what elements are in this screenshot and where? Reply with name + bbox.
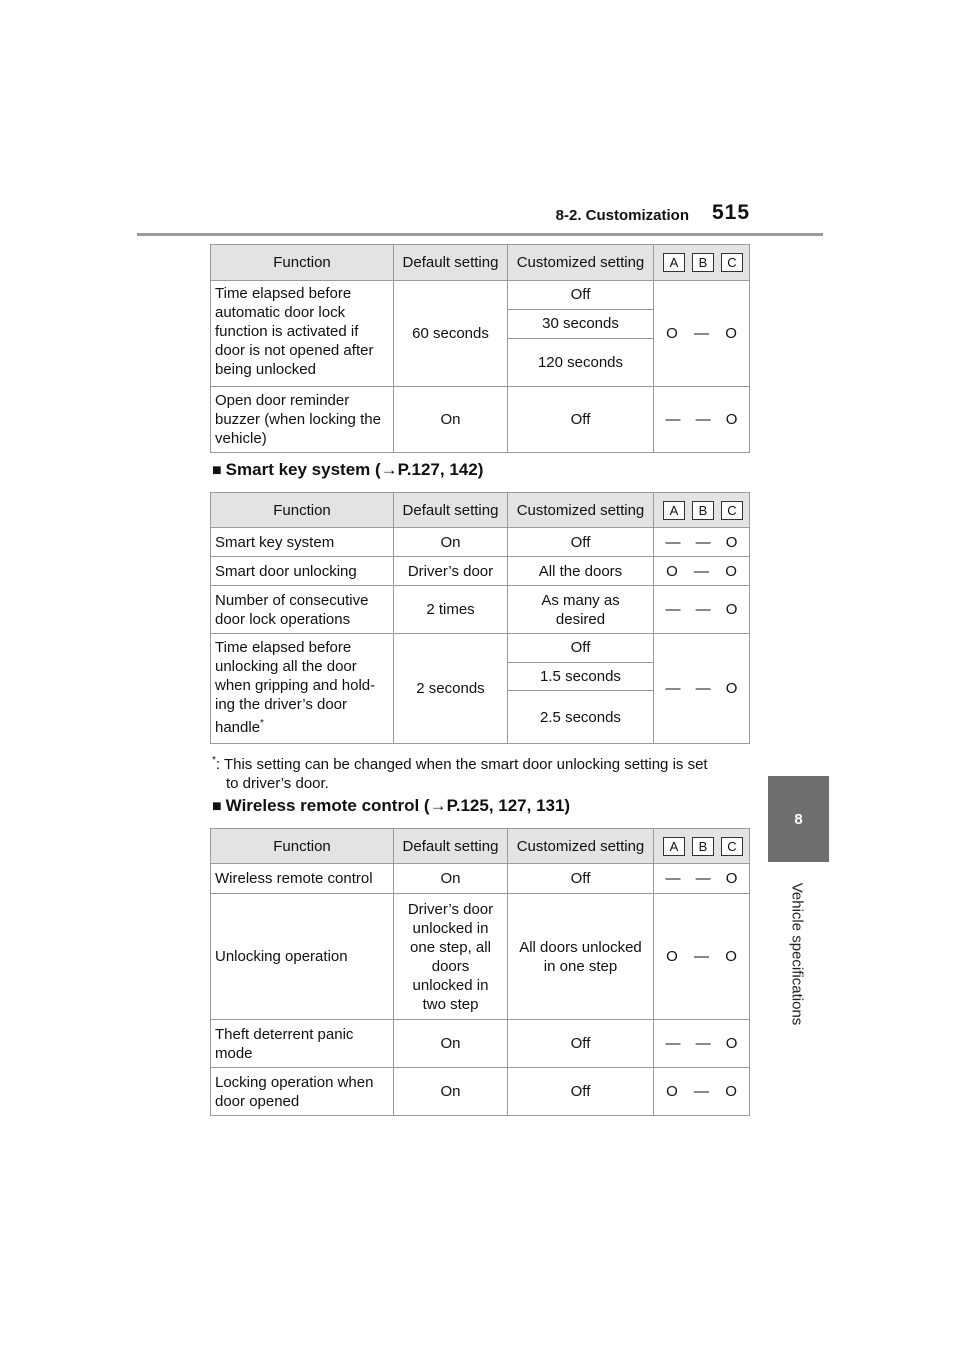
header-function: Function	[211, 493, 394, 528]
label-a: A	[663, 501, 685, 520]
value-a: —	[665, 680, 681, 697]
label-c: C	[721, 501, 743, 520]
chapter-label	[787, 872, 807, 1035]
header-rule	[137, 233, 823, 236]
table-header-row	[211, 245, 750, 281]
abc-cell	[654, 1020, 750, 1068]
option-cell: 2.5 seconds	[508, 691, 654, 744]
abc-cell	[654, 586, 750, 634]
custom-cell: Off	[508, 864, 654, 894]
abc-cell	[654, 634, 750, 744]
arrow-icon: →	[380, 460, 398, 479]
function-cell: Number of consecutive door lock operations	[211, 586, 394, 634]
footnote-mark: *	[212, 755, 216, 766]
custom-cell: As many as desired	[508, 586, 654, 634]
abc-cell	[654, 1068, 750, 1116]
abc-cell	[654, 387, 750, 453]
heading-text: Smart key system (	[225, 460, 381, 479]
function-cell	[211, 634, 394, 744]
value-c: O	[725, 601, 738, 618]
heading-text: Wireless remote control (	[225, 796, 430, 815]
value-a: O	[666, 325, 678, 342]
page-reference-link[interactable]: P.127, 142)	[397, 460, 484, 479]
footnote-line1: : This setting can be changed when the smart door unlocking setting is set	[215, 756, 708, 773]
value-b: —	[695, 870, 711, 887]
chapter-tab	[768, 776, 829, 862]
abc-cell	[654, 864, 750, 894]
value-b: —	[695, 533, 711, 551]
function-cell: Smart door unlocking	[211, 557, 394, 586]
value-a: —	[665, 870, 681, 887]
option-cell: Off	[508, 281, 654, 310]
default-cell: 2 seconds	[394, 634, 508, 744]
footnote	[212, 751, 752, 793]
value-c: O	[725, 1035, 738, 1052]
table-row	[211, 634, 750, 663]
header-abc	[654, 829, 750, 864]
header-custom: Customized setting	[508, 493, 654, 528]
header-custom: Customized setting	[508, 245, 654, 281]
default-cell: 60 seconds	[394, 281, 508, 387]
page-number: 515	[712, 201, 751, 224]
value-c: O	[725, 562, 737, 580]
default-cell: On	[394, 1068, 508, 1116]
custom-cell: Off	[508, 387, 654, 453]
label-b: B	[692, 501, 714, 520]
label-a: A	[663, 253, 685, 272]
function-cell: Theft deterrent panic mode	[211, 1020, 394, 1068]
abc-cell	[654, 557, 750, 586]
value-b: —	[695, 1035, 711, 1052]
table-row	[211, 528, 750, 557]
value-c: O	[725, 533, 738, 551]
default-cell: Driver’s door unlocked in one step, all doors unlocked in two step	[394, 894, 508, 1020]
chapter-number: 8	[794, 810, 803, 828]
footnote-line2: to driver’s door.	[226, 775, 329, 792]
door-lock-settings-table	[210, 244, 750, 453]
value-b: —	[694, 948, 709, 965]
label-b: B	[692, 837, 714, 856]
value-b: —	[694, 1083, 709, 1100]
custom-cell: All doors unlocked in one step	[508, 894, 654, 1020]
value-a: —	[665, 533, 681, 551]
header-default: Default setting	[394, 829, 508, 864]
arrow-icon: →	[429, 796, 447, 815]
value-c: O	[725, 325, 737, 342]
header-default: Default setting	[394, 245, 508, 281]
value-b: —	[695, 680, 711, 697]
value-c: O	[725, 1083, 737, 1100]
square-bullet-icon: ■	[212, 462, 222, 479]
default-cell: On	[394, 528, 508, 557]
footnote-mark: *	[260, 718, 264, 729]
section-title: 8-2. Customization	[555, 207, 689, 224]
value-b: —	[695, 601, 711, 618]
table-row	[211, 557, 750, 586]
page-reference-link[interactable]: P.125, 127, 131)	[446, 796, 571, 815]
value-b: —	[694, 325, 709, 342]
option-cell: 30 seconds	[508, 309, 654, 338]
table-row	[211, 586, 750, 634]
table-row	[211, 894, 750, 1020]
function-cell: Smart key system	[211, 528, 394, 557]
function-cell: Unlocking operation	[211, 894, 394, 1020]
value-b: —	[694, 562, 709, 580]
value-a: —	[665, 601, 681, 618]
smart-key-heading	[212, 460, 483, 480]
table-row	[211, 281, 750, 310]
header-function: Function	[211, 245, 394, 281]
square-bullet-icon: ■	[212, 798, 222, 815]
default-cell: On	[394, 1020, 508, 1068]
header-abc	[654, 493, 750, 528]
value-a: —	[665, 411, 681, 428]
header-default: Default setting	[394, 493, 508, 528]
value-a: O	[666, 948, 678, 965]
header-abc	[654, 245, 750, 281]
option-cell: 1.5 seconds	[508, 662, 654, 691]
default-cell: On	[394, 864, 508, 894]
label-b: B	[692, 253, 714, 272]
custom-cell: Off	[508, 1068, 654, 1116]
value-c: O	[725, 411, 738, 428]
value-c: O	[725, 948, 737, 965]
label-a: A	[663, 837, 685, 856]
smart-key-settings-table	[210, 492, 750, 744]
function-text: Time elapsed before unlocking all the door when gripping and hold-ing the driver’s door handle	[215, 639, 376, 736]
wireless-remote-heading	[212, 796, 570, 816]
function-cell: Wireless remote control	[211, 864, 394, 894]
function-cell: Locking operation when door opened	[211, 1068, 394, 1116]
header-custom: Customized setting	[508, 829, 654, 864]
value-a: O	[666, 1083, 678, 1100]
default-cell: On	[394, 387, 508, 453]
table-header-row	[211, 493, 750, 528]
chapter-label-text: Vehicle specifications	[788, 882, 806, 1025]
function-cell: Open door reminder buzzer (when locking the vehicle)	[211, 387, 394, 453]
wireless-remote-settings-table	[210, 828, 750, 1116]
abc-cell	[654, 894, 750, 1020]
abc-cell	[654, 528, 750, 557]
value-b: —	[695, 411, 711, 428]
value-c: O	[725, 870, 738, 887]
table-row	[211, 387, 750, 453]
value-a: —	[665, 1035, 681, 1052]
option-cell: 120 seconds	[508, 338, 654, 386]
table-row	[211, 1020, 750, 1068]
default-cell: Driver’s door	[394, 557, 508, 586]
table-row	[211, 864, 750, 894]
default-cell: 2 times	[394, 586, 508, 634]
custom-cell: Off	[508, 1020, 654, 1068]
table-header-row	[211, 829, 750, 864]
function-cell: Time elapsed before automatic door lock function is activated if door is not opened after being unlocked	[211, 281, 394, 387]
abc-cell	[654, 281, 750, 387]
value-a: O	[666, 562, 678, 580]
custom-cell: All the doors	[508, 557, 654, 586]
option-cell: Off	[508, 634, 654, 663]
table-row	[211, 1068, 750, 1116]
header-function: Function	[211, 829, 394, 864]
label-c: C	[721, 253, 743, 272]
label-c: C	[721, 837, 743, 856]
custom-cell: Off	[508, 528, 654, 557]
value-c: O	[725, 680, 738, 697]
